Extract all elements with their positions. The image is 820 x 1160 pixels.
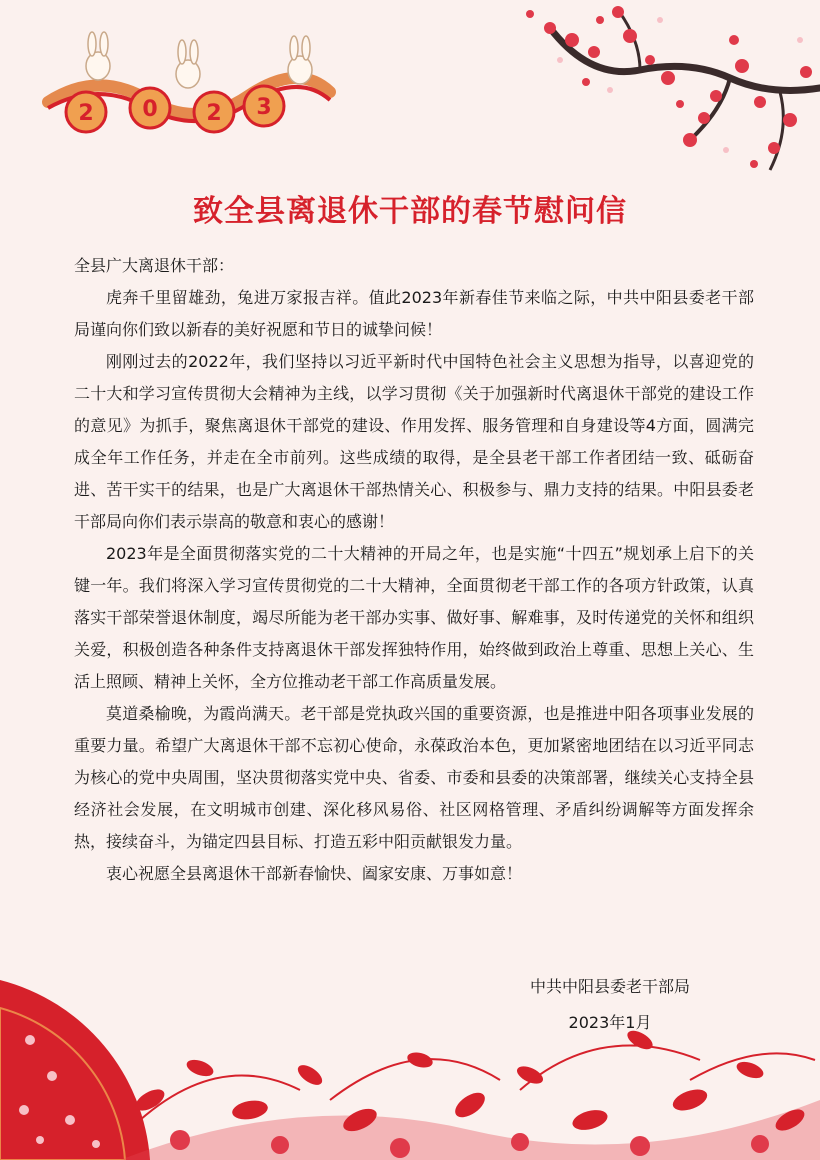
banner-digit [194,92,234,132]
floral-fan-border-decoration [0,980,820,1160]
rabbit-icon [176,40,200,88]
paragraph: 莫道桑榆晚，为霞尚满天。老干部是党执政兴国的重要资源，也是推进中阳各项事业发展的重要力量。希望广大离退休干部不忘初心使命，永葆政治本色，更加紧密地团结在以习近平同志为核心的党中央周围，坚决贯彻落实党中央、省委、市委和县委的决策部署，继续关心支持全县经济社会发展，在文明城市创建、深化移风易俗、社区网格管理、矛盾纠纷调解等方面发挥余热，接续奋斗，为锚定四县目标、打造五彩中阳贡献银发力量。 [74,704,754,851]
paragraph: 2023年是全面贯彻落实党的二十大精神的开局之年，也是实施“十四五”规划承上启下的关键一年。我们将深入学习宣传贯彻党的二十大精神，全面贯彻老干部工作的各项方针政策，认真落实干部荣誉退休制度，竭尽所能为老干部办实事、做好事、解难事，及时传递党的关怀和组织关爱，积极创造各种条件支持离退休干部发挥独特作用，始终做到政治上尊重、思想上关心、生活上照顾、精神上关怀，全方位推动老干部工作高质量发展。 [74,544,754,691]
rabbit-2023-banner-decoration [38,30,338,140]
banner-digit [130,88,170,128]
rabbit-icon [86,32,110,80]
letter-title: 致全县离退休干部的春节慰问信 [193,194,627,229]
date: 2023年1月 [568,1013,652,1032]
svg-text:3: 3 [256,95,272,120]
rabbit-icon [288,36,312,84]
salutation: 全县广大离退休干部： [74,256,235,275]
signature: 中共中阳县委老干部局 [529,977,690,996]
letter-body [74,250,754,890]
paragraph: 刚刚过去的2022年，我们坚持以习近平新时代中国特色社会主义思想为指导，以喜迎党的二十大和学习宣传贯彻大会精神为主线，以学习贯彻《关于加强新时代离退休干部党的建设工作的意见》为抓手，聚焦离退休干部党的建设、作用发挥、服务管理和自身建设等4方面，圆满完成全年工作任务，并走在全市前列。这些成绩的取得，是全县老干部工作者团结一致、砥砺奋进、苦干实干的结果，也是广大离退休干部热情关心、积极参与、鼎力支持的结果。中阳县委老干部局向你们表示崇高的敬意和衷心的感谢！ [74,352,754,531]
paragraph: 衷心祝愿全县离退休干部新春愉快、阖家安康、万事如意！ [106,864,523,883]
paragraph: 虎奔千里留雄劲，兔进万家报吉祥。值此2023年新春佳节来临之际，中共中阳县委老干部局谨向你们致以新春的美好祝愿和节日的诚挚问候！ [74,288,754,339]
svg-text:2: 2 [206,101,222,126]
banner-digit [66,92,106,132]
plum-blossom-branch-decoration [490,0,820,180]
svg-text:2: 2 [78,101,94,126]
banner-digit [244,86,284,126]
svg-text:0: 0 [142,97,158,122]
